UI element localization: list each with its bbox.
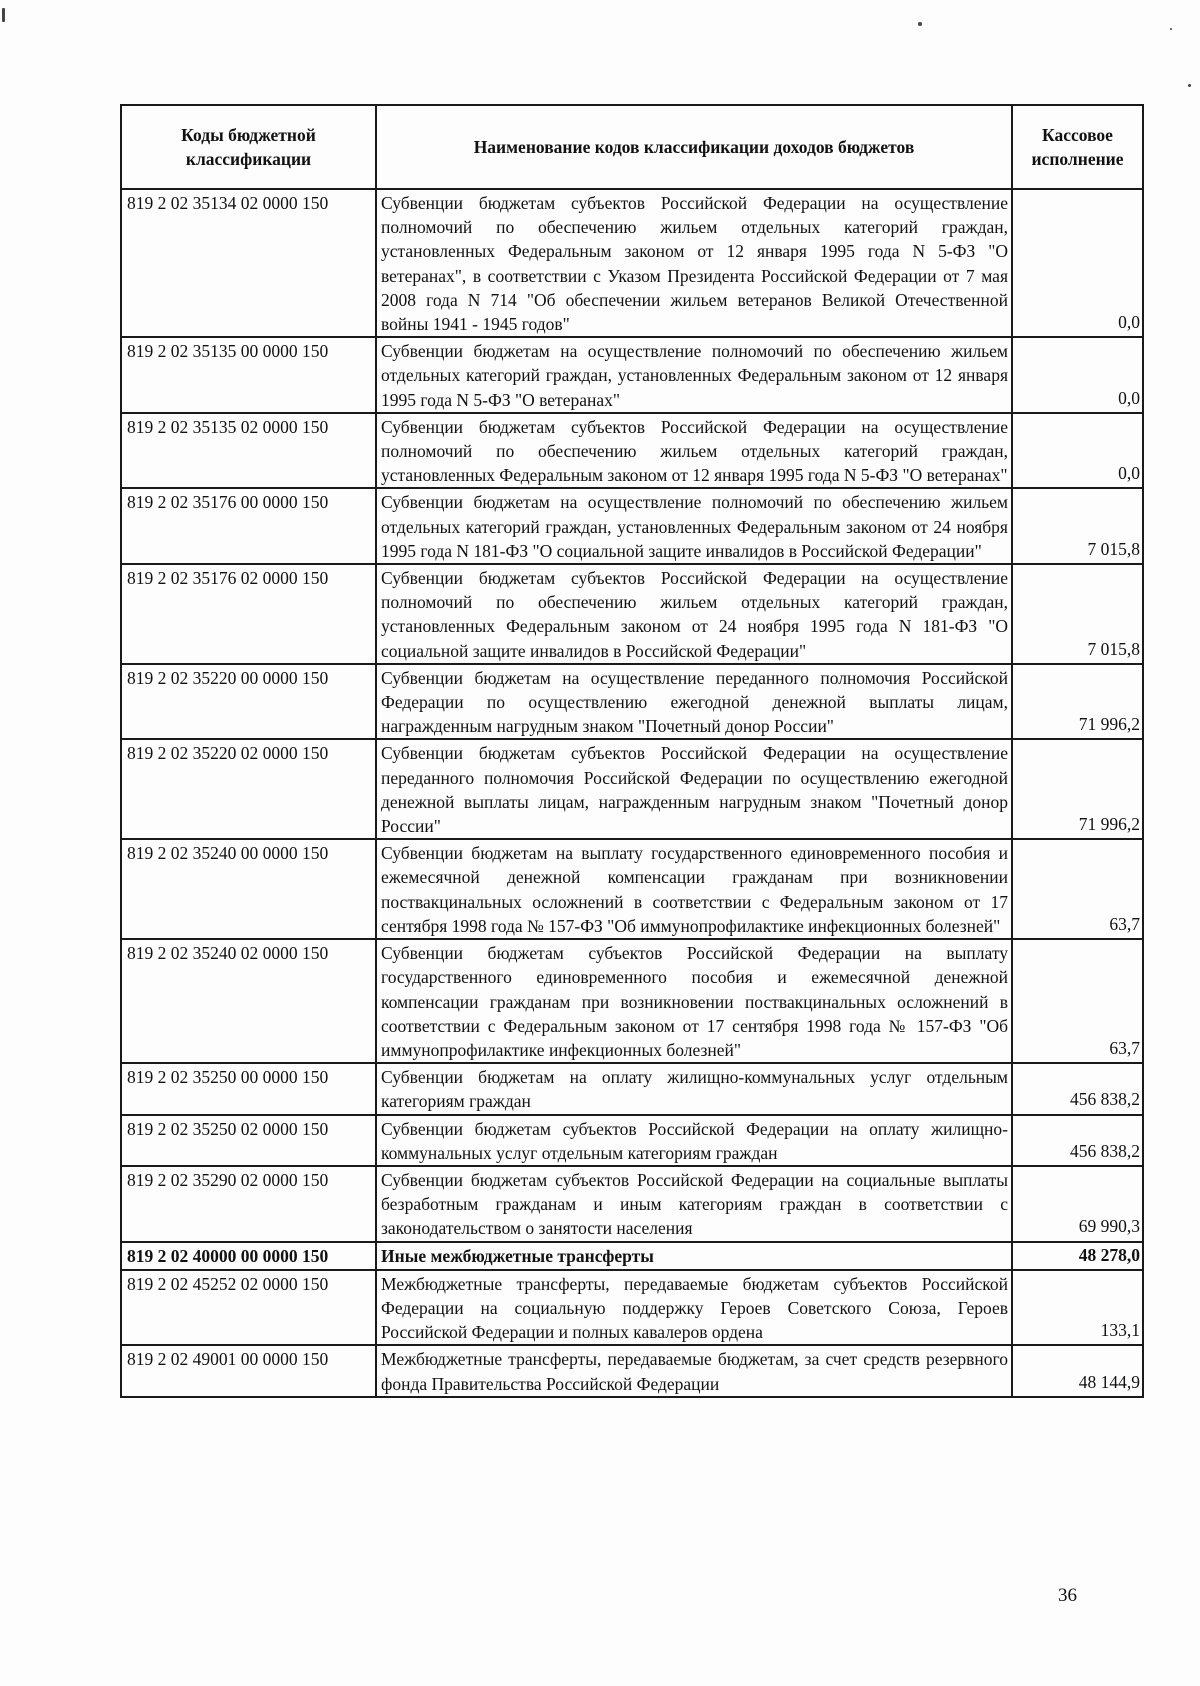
budget-code-cell: 819 2 02 35176 02 0000 150 — [121, 564, 376, 664]
cash-execution-cell: 48 278,0 — [1012, 1242, 1143, 1270]
cash-execution-cell: 63,7 — [1012, 939, 1143, 1063]
header-codes: Коды бюджетной классификации — [121, 105, 376, 189]
classification-name-cell: Межбюджетные трансферты, передаваемые бюджетам субъектов Российской Федерации на социальную поддержку Героев Советского Союза, Героев Российской Федерации и полных кавалеров ордена — [376, 1270, 1012, 1346]
budget-code-cell: 819 2 02 35135 00 0000 150 — [121, 337, 376, 413]
scan-speck — [1188, 84, 1191, 87]
table-row — [121, 1166, 1143, 1242]
table-row — [121, 1063, 1143, 1114]
table-row — [121, 189, 1143, 337]
budget-code-cell: 819 2 02 35250 02 0000 150 — [121, 1115, 376, 1166]
table-row — [121, 839, 1143, 939]
table-row — [121, 1115, 1143, 1166]
cash-execution-cell: 71 996,2 — [1012, 739, 1143, 839]
classification-name-cell: Субвенции бюджетам на выплату государственного единовременного пособия и ежемесячной денежной компенсации гражданам при возникновении поствакцинальных осложнений в соответствии с Федеральным законом от 17 сентября 1998 года № 157-ФЗ "Об иммунопрофилактике инфекционных болезней" — [376, 839, 1012, 939]
cash-execution-cell: 48 144,9 — [1012, 1345, 1143, 1396]
classification-name-cell: Субвенции бюджетам на оплату жилищно-коммунальных услуг отдельным категориям граждан — [376, 1063, 1012, 1114]
scan-speck — [2, 8, 5, 22]
header-amount: Кассовое исполнение — [1012, 105, 1143, 189]
cash-execution-cell: 69 990,3 — [1012, 1166, 1143, 1242]
budget-revenue-table — [120, 104, 1144, 1398]
classification-name-cell: Субвенции бюджетам субъектов Российской Федерации на осуществление полномочий по обеспечению жильем отдельных категорий граждан, установленных Федеральным законом от 12 января 1995 года N 5-ФЗ "О ветеранах", в соответствии с Указом Президента Российской Федерации от 7 мая 2008 года N 714 "Об обеспечении жильем ветеранов Великой Отечественной войны 1941 - 1945 годов" — [376, 189, 1012, 337]
table-header-row — [121, 105, 1143, 189]
table-row — [121, 413, 1143, 489]
table-row — [121, 1242, 1143, 1270]
classification-name-cell: Субвенции бюджетам на осуществление переданного полномочия Российской Федерации по осуществлению ежегодной денежной выплаты лицам, награжденным нагрудным знаком "Почетный донор России" — [376, 664, 1012, 740]
cash-execution-cell: 63,7 — [1012, 839, 1143, 939]
budget-code-cell: 819 2 02 40000 00 0000 150 — [121, 1242, 376, 1270]
budget-code-cell: 819 2 02 35240 02 0000 150 — [121, 939, 376, 1063]
cash-execution-cell: 456 838,2 — [1012, 1063, 1143, 1114]
table-row — [121, 1345, 1143, 1396]
table-row — [121, 664, 1143, 740]
classification-name-cell: Субвенции бюджетам субъектов Российской Федерации на оплату жилищно-коммунальных услуг отдельным категориям граждан — [376, 1115, 1012, 1166]
classification-name-cell: Межбюджетные трансферты, передаваемые бюджетам, за счет средств резервного фонда Правительства Российской Федерации — [376, 1345, 1012, 1396]
table-row — [121, 564, 1143, 664]
budget-code-cell: 819 2 02 35240 00 0000 150 — [121, 839, 376, 939]
cash-execution-cell: 7 015,8 — [1012, 564, 1143, 664]
cash-execution-cell: 133,1 — [1012, 1270, 1143, 1346]
table-row — [121, 739, 1143, 839]
page-number: 36 — [1058, 1585, 1077, 1606]
cash-execution-cell: 0,0 — [1012, 337, 1143, 413]
budget-code-cell: 819 2 02 35134 02 0000 150 — [121, 189, 376, 337]
budget-code-cell: 819 2 02 35220 02 0000 150 — [121, 739, 376, 839]
cash-execution-cell: 0,0 — [1012, 189, 1143, 337]
table-row — [121, 939, 1143, 1063]
classification-name-cell: Субвенции бюджетам на осуществление полномочий по обеспечению жильем отдельных категорий граждан, установленных Федеральным законом от 24 ноября 1995 года N 181-ФЗ "О социальной защите инвалидов в Российской Федерации" — [376, 488, 1012, 564]
header-name: Наименование кодов классификации доходов бюджетов — [376, 105, 1012, 189]
table-body — [121, 189, 1143, 1397]
classification-name-cell: Субвенции бюджетам субъектов Российской Федерации на осуществление полномочий по обеспечению жильем отдельных категорий граждан, установленных Федеральным законом от 12 января 1995 года N 5-ФЗ "О ветеранах" — [376, 413, 1012, 489]
classification-name-cell: Субвенции бюджетам на осуществление полномочий по обеспечению жильем отдельных категорий граждан, установленных Федеральным законом от 12 января 1995 года N 5-ФЗ "О ветеранах" — [376, 337, 1012, 413]
budget-code-cell: 819 2 02 49001 00 0000 150 — [121, 1345, 376, 1396]
classification-name-cell: Субвенции бюджетам субъектов Российской Федерации на осуществление полномочий по обеспечению жильем отдельных категорий граждан, установленных Федеральным законом от 24 ноября 1995 года N 181-ФЗ "О социальной защите инвалидов в Российской Федерации" — [376, 564, 1012, 664]
table-row — [121, 488, 1143, 564]
scan-speck — [918, 22, 922, 26]
budget-code-cell: 819 2 02 45252 02 0000 150 — [121, 1270, 376, 1346]
cash-execution-cell: 71 996,2 — [1012, 664, 1143, 740]
classification-name-cell: Субвенции бюджетам субъектов Российской Федерации на выплату государственного единовременного пособия и ежемесячной денежной компенсации гражданам при возникновении поствакцинальных осложнений в соответствии с Федеральным законом от 17 сентября 1998 года № 157-ФЗ "Об иммунопрофилактике инфекционных болезней" — [376, 939, 1012, 1063]
table-row — [121, 1270, 1143, 1346]
classification-name-cell: Иные межбюджетные трансферты — [376, 1242, 1012, 1270]
budget-code-cell: 819 2 02 35135 02 0000 150 — [121, 413, 376, 489]
cash-execution-cell: 0,0 — [1012, 413, 1143, 489]
budget-code-cell: 819 2 02 35250 00 0000 150 — [121, 1063, 376, 1114]
classification-name-cell: Субвенции бюджетам субъектов Российской Федерации на осуществление переданного полномочия Российской Федерации по осуществлению ежегодной денежной выплаты лицам, награжденным нагрудным знаком "Почетный донор России" — [376, 739, 1012, 839]
cash-execution-cell: 7 015,8 — [1012, 488, 1143, 564]
cash-execution-cell: 456 838,2 — [1012, 1115, 1143, 1166]
budget-code-cell: 819 2 02 35290 02 0000 150 — [121, 1166, 376, 1242]
table-row — [121, 337, 1143, 413]
budget-code-cell: 819 2 02 35220 00 0000 150 — [121, 664, 376, 740]
classification-name-cell: Субвенции бюджетам субъектов Российской Федерации на социальные выплаты безработным гражданам и иным категориям граждан в соответствии с законодательством о занятости населения — [376, 1166, 1012, 1242]
scan-speck — [1170, 28, 1172, 30]
budget-code-cell: 819 2 02 35176 00 0000 150 — [121, 488, 376, 564]
